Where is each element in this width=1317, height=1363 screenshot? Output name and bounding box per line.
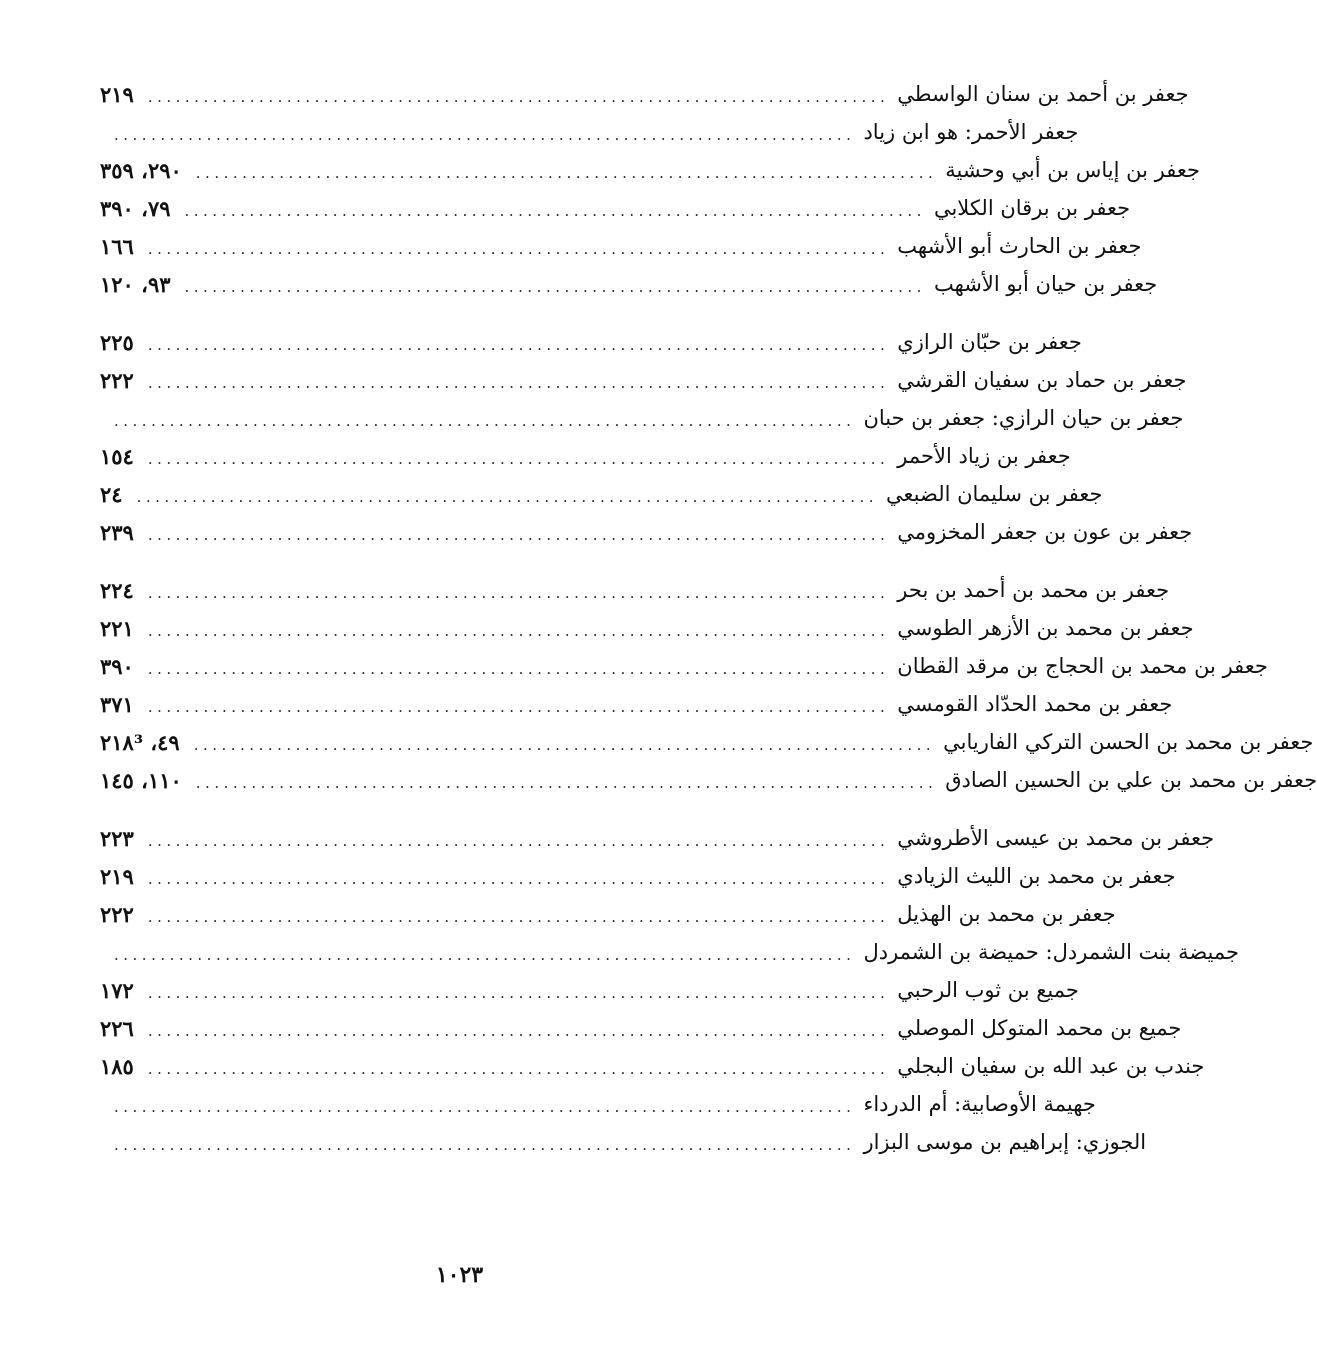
dot-leader: ................................................................................ bbox=[114, 412, 856, 430]
index-entry bbox=[100, 474, 1103, 514]
entry-name: جعفر الأحمر: هو ابن زياد bbox=[863, 120, 1079, 144]
index-entry bbox=[100, 264, 1158, 304]
dot-leader: ................................................................................ bbox=[147, 698, 890, 716]
dot-leader: ................................................................................ bbox=[147, 584, 890, 602]
entry-page-numbers: ٢٢٢ bbox=[100, 901, 134, 927]
index-entry bbox=[100, 1046, 1205, 1086]
dot-leader: ................................................................................ bbox=[184, 202, 926, 220]
entry-name: جعفر بن محمد بن عيسى الأطروشي bbox=[897, 826, 1215, 850]
entry-page-numbers: ٢٢٢ bbox=[100, 367, 134, 393]
dot-leader: ................................................................................ bbox=[147, 1022, 890, 1040]
entry-name: جعفر بن محمد بن الأزهر الطوسي bbox=[897, 616, 1194, 640]
dot-leader: ................................................................................ bbox=[136, 488, 879, 506]
index-entry bbox=[100, 112, 1079, 152]
entry-name: جعفر بن سليمان الضبعي bbox=[886, 482, 1103, 506]
entry-page-numbers: ٣٩٠ bbox=[100, 653, 134, 679]
dot-leader: ................................................................................ bbox=[147, 336, 890, 354]
entry-page-numbers: ٢٩٠، ٣٥٩ bbox=[100, 157, 182, 183]
dot-leader: ................................................................................ bbox=[114, 946, 856, 964]
entry-name: جعفر بن أحمد بن سنان الواسطي bbox=[897, 82, 1189, 106]
dot-leader: ................................................................................ bbox=[195, 774, 938, 792]
entry-page-numbers: ١٨٥ bbox=[100, 1053, 134, 1079]
index-entry bbox=[100, 722, 1314, 762]
entry-name: جعفر بن حيان أبو الأشهب bbox=[933, 272, 1158, 296]
dot-leader: ................................................................................ bbox=[147, 374, 890, 392]
index-entry bbox=[100, 570, 1170, 610]
dot-leader: ................................................................................ bbox=[147, 88, 890, 106]
index-entry bbox=[100, 760, 1317, 800]
entry-page-numbers: ٢٢٦ bbox=[100, 1015, 134, 1041]
entry-name: جعفر بن زياد الأحمر bbox=[897, 444, 1071, 468]
entry-page-numbers: ٢١٩ bbox=[100, 863, 134, 889]
dot-leader: ................................................................................ bbox=[193, 736, 936, 754]
entry-name: جعفر بن عون بن جعفر المخزومي bbox=[897, 520, 1193, 544]
index-entry bbox=[100, 856, 1176, 896]
dot-leader: ................................................................................ bbox=[147, 526, 890, 544]
index-entry bbox=[100, 322, 1082, 362]
index-entry bbox=[100, 684, 1173, 724]
dot-leader: ................................................................................ bbox=[114, 1136, 856, 1154]
entry-page-numbers: ٢٢١ bbox=[100, 615, 134, 641]
page-number: ١٠٢٣ bbox=[435, 1262, 484, 1288]
dot-leader: ................................................................................ bbox=[147, 240, 890, 258]
entry-page-numbers: ٢٢٥ bbox=[100, 329, 134, 355]
entry-name: جعفر بن إياس بن أبي وحشية bbox=[945, 158, 1200, 182]
entry-page-numbers: ٢٣٩ bbox=[100, 519, 134, 545]
dot-leader: ................................................................................ bbox=[184, 278, 926, 296]
dot-leader: ................................................................................ bbox=[147, 450, 890, 468]
dot-leader: ................................................................................ bbox=[147, 832, 890, 850]
entry-page-numbers: ٢٢٣ bbox=[100, 825, 134, 851]
dot-leader: ................................................................................ bbox=[114, 126, 856, 144]
index-entry bbox=[100, 646, 1268, 686]
entry-page-numbers: ٣٧١ bbox=[100, 691, 134, 717]
entry-name: جميع بن ثوب الرحبي bbox=[897, 978, 1079, 1002]
index-entry bbox=[100, 970, 1079, 1010]
entry-name: جندب بن عبد الله بن سفيان البجلي bbox=[897, 1054, 1205, 1078]
index-entry bbox=[100, 1008, 1182, 1048]
dot-leader: ................................................................................ bbox=[114, 1098, 856, 1116]
dot-leader: ................................................................................ bbox=[147, 908, 890, 926]
dot-leader: ................................................................................ bbox=[147, 622, 890, 640]
dot-leader: ................................................................................ bbox=[147, 984, 890, 1002]
index-entry bbox=[100, 608, 1194, 648]
entry-name: جميضة بنت الشمردل: حميضة بن الشمردل bbox=[863, 940, 1240, 964]
dot-leader: ................................................................................ bbox=[147, 870, 890, 888]
entry-page-numbers: ١١٠، ١٤٥ bbox=[100, 767, 182, 793]
entry-name: جعفر بن محمد بن علي بن الحسين الصادق bbox=[945, 768, 1317, 792]
entry-name: الجوزي: إبراهيم بن موسى البزار bbox=[863, 1130, 1147, 1154]
dot-leader: ................................................................................ bbox=[147, 1060, 890, 1078]
index-entry bbox=[100, 512, 1193, 552]
entry-page-numbers: ٩٣، ١٢٠ bbox=[100, 271, 171, 297]
entry-name: جعفر بن حماد بن سفيان القرشي bbox=[897, 368, 1187, 392]
entry-name: جعفر بن محمد بن الهذيل bbox=[897, 902, 1116, 926]
index-entry bbox=[100, 1122, 1147, 1162]
dot-leader: ................................................................................ bbox=[147, 660, 890, 678]
entry-page-numbers: ١٥٤ bbox=[100, 443, 134, 469]
entry-page-numbers: ٧٩، ٣٩٠ bbox=[100, 195, 171, 221]
index-entry bbox=[100, 74, 1189, 114]
entry-name: جعفر بن محمد الحدّاد القومسي bbox=[897, 692, 1173, 716]
index-entry bbox=[100, 360, 1187, 400]
entry-name: جعفر بن حيان الرازي: جعفر بن حبان bbox=[863, 406, 1184, 430]
index-entry bbox=[100, 932, 1240, 972]
index-entry bbox=[100, 818, 1215, 858]
entry-name: جعفر بن الحارث أبو الأشهب bbox=[897, 234, 1142, 258]
entry-name: جعفر بن محمد بن الحسن التركي الفاريابي bbox=[943, 730, 1314, 754]
entry-page-numbers: ١٧٢ bbox=[100, 977, 134, 1003]
entry-page-numbers: ٢٢٤ bbox=[100, 577, 134, 603]
entry-name: جعفر بن محمد بن الحجاج بن مرقد القطان bbox=[897, 654, 1268, 678]
entry-name: جعفر بن حبّان الرازي bbox=[897, 330, 1082, 354]
entry-page-numbers: ٢٤ bbox=[100, 481, 123, 507]
index-entry bbox=[100, 188, 1131, 228]
index-entry bbox=[100, 436, 1071, 476]
index-entry bbox=[100, 398, 1184, 438]
entry-name: جعفر بن محمد بن الليث الزيادي bbox=[897, 864, 1176, 888]
entry-page-numbers: ٤٩، ٢١٨³ bbox=[100, 729, 180, 755]
index-entry bbox=[100, 226, 1142, 266]
entry-name: جعفر بن محمد بن أحمد بن بحر bbox=[897, 578, 1170, 602]
index-entry bbox=[100, 150, 1200, 190]
dot-leader: ................................................................................ bbox=[195, 164, 938, 182]
entry-page-numbers: ١٦٦ bbox=[100, 233, 134, 259]
index-entry bbox=[100, 894, 1116, 934]
entry-page-numbers: ٢١٩ bbox=[100, 81, 134, 107]
index-entry bbox=[100, 1084, 1096, 1124]
entry-name: جهيمة الأوصابية: أم الدرداء bbox=[863, 1092, 1096, 1116]
entry-name: جعفر بن برقان الكلابي bbox=[933, 196, 1131, 220]
entry-name: جميع بن محمد المتوكل الموصلي bbox=[897, 1016, 1182, 1040]
